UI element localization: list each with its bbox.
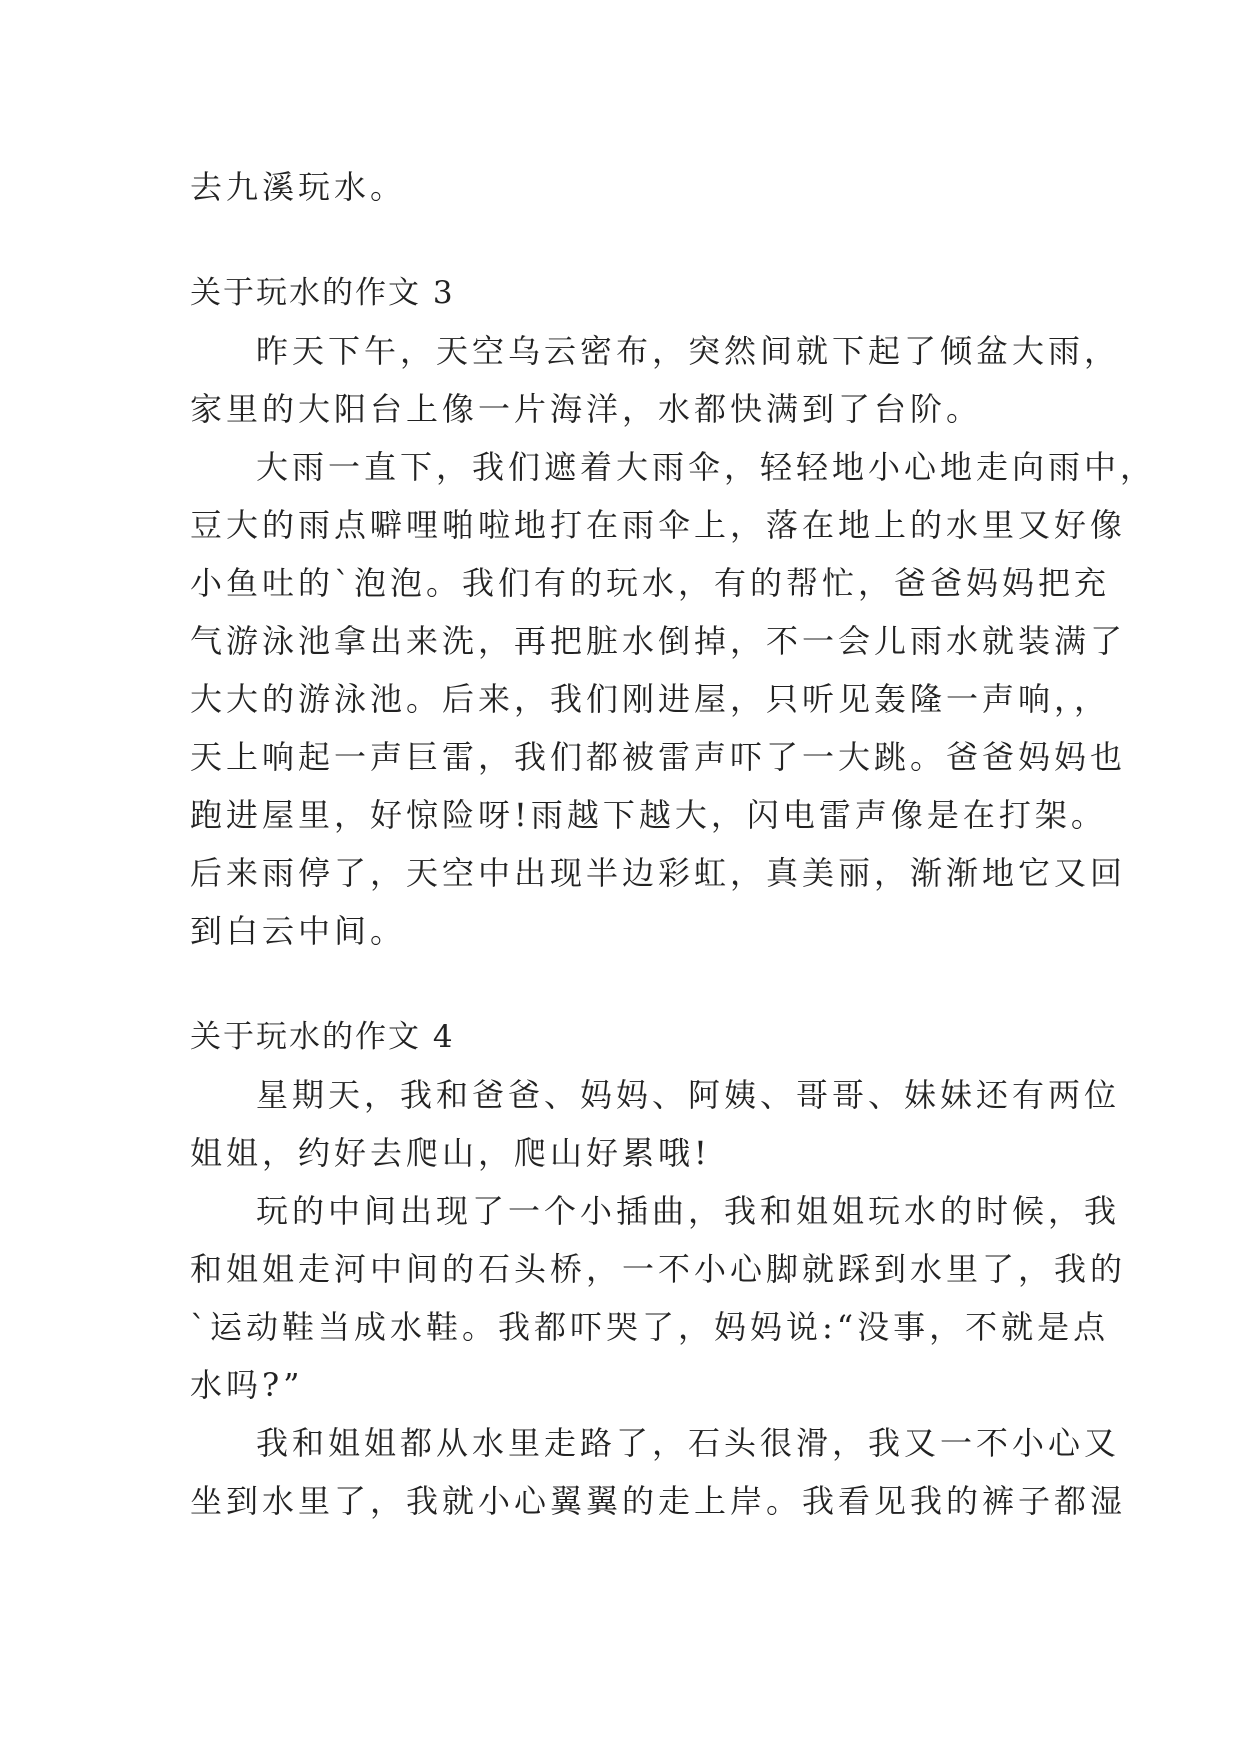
section-gap [190,960,1070,1008]
paragraph-line: 星期天，我和爸爸、妈妈、阿姨、哥哥、妹妹还有两位 [256,1076,1121,1114]
paragraph-line: 昨天下午，天空乌云密布，突然间就下起了倾盆大雨， [256,332,1121,370]
paragraph-line: 和姐姐走河中间的石头桥，一不小心脚就踩到水里了，我的 [190,1250,1127,1288]
paragraph-line: 到白云中间。 [190,912,407,950]
essay-paragraph [190,1066,1121,1182]
intro-line: 去九溪玩水。 [190,168,407,206]
paragraph-line: 气游泳池拿出来洗，再把脏水倒掉，不一会儿雨水就装满了 [190,622,1127,660]
paragraph-line: 水吗?” [190,1366,304,1404]
paragraph-line: 大雨一直下，我们遮着大雨伞，轻轻地小心地走向雨中， [256,448,1157,486]
paragraph-line: 坐到水里了，我就小心翼翼的走上岸。我看见我的裤子都湿 [190,1482,1127,1520]
paragraph-line: 跑进屋里，好惊险呀!雨越下越大，闪电雷声像是在打架。 [190,796,1107,834]
essay-paragraph [190,438,1157,960]
paragraph-line: 大大的游泳池。后来，我们刚进屋，只听见轰隆一声响，， [190,680,1111,718]
essay-title: 关于玩水的作文 4 [190,1019,455,1055]
paragraph-line: 玩的中间出现了一个小插曲，我和姐姐玩水的时候，我 [256,1192,1121,1230]
essay-3 [190,264,1157,960]
paragraph-line: 姐姐，约好去爬山，爬山好累哦! [190,1134,711,1172]
paragraph-line: `运动鞋当成水鞋。我都吓哭了，妈妈说:“没事，不就是点 [190,1308,1110,1346]
paragraph-line: 家里的大阳台上像一片海洋，水都快满到了台阶。 [190,390,983,428]
essay-4 [190,1008,1127,1530]
document-page [190,158,1157,1530]
essay-paragraph [190,1182,1127,1414]
paragraph-line: 豆大的雨点噼哩啪啦地打在雨伞上，落在地上的水里又好像 [190,506,1127,544]
section-gap [190,216,1070,264]
paragraph-line: 天上响起一声巨雷，我们都被雷声吓了一大跳。爸爸妈妈也 [190,738,1127,776]
essay-paragraph [190,1414,1127,1530]
essay-paragraph [190,322,1121,438]
paragraph-line: 后来雨停了，天空中出现半边彩虹，真美丽，渐渐地它又回 [190,854,1127,892]
paragraph-line: 我和姐姐都从水里走路了，石头很滑，我又一不小心又 [256,1424,1121,1462]
essay-title: 关于玩水的作文 3 [190,275,455,311]
paragraph-line: 小鱼吐的`泡泡。我们有的玩水，有的帮忙，爸爸妈妈把充 [190,564,1111,602]
